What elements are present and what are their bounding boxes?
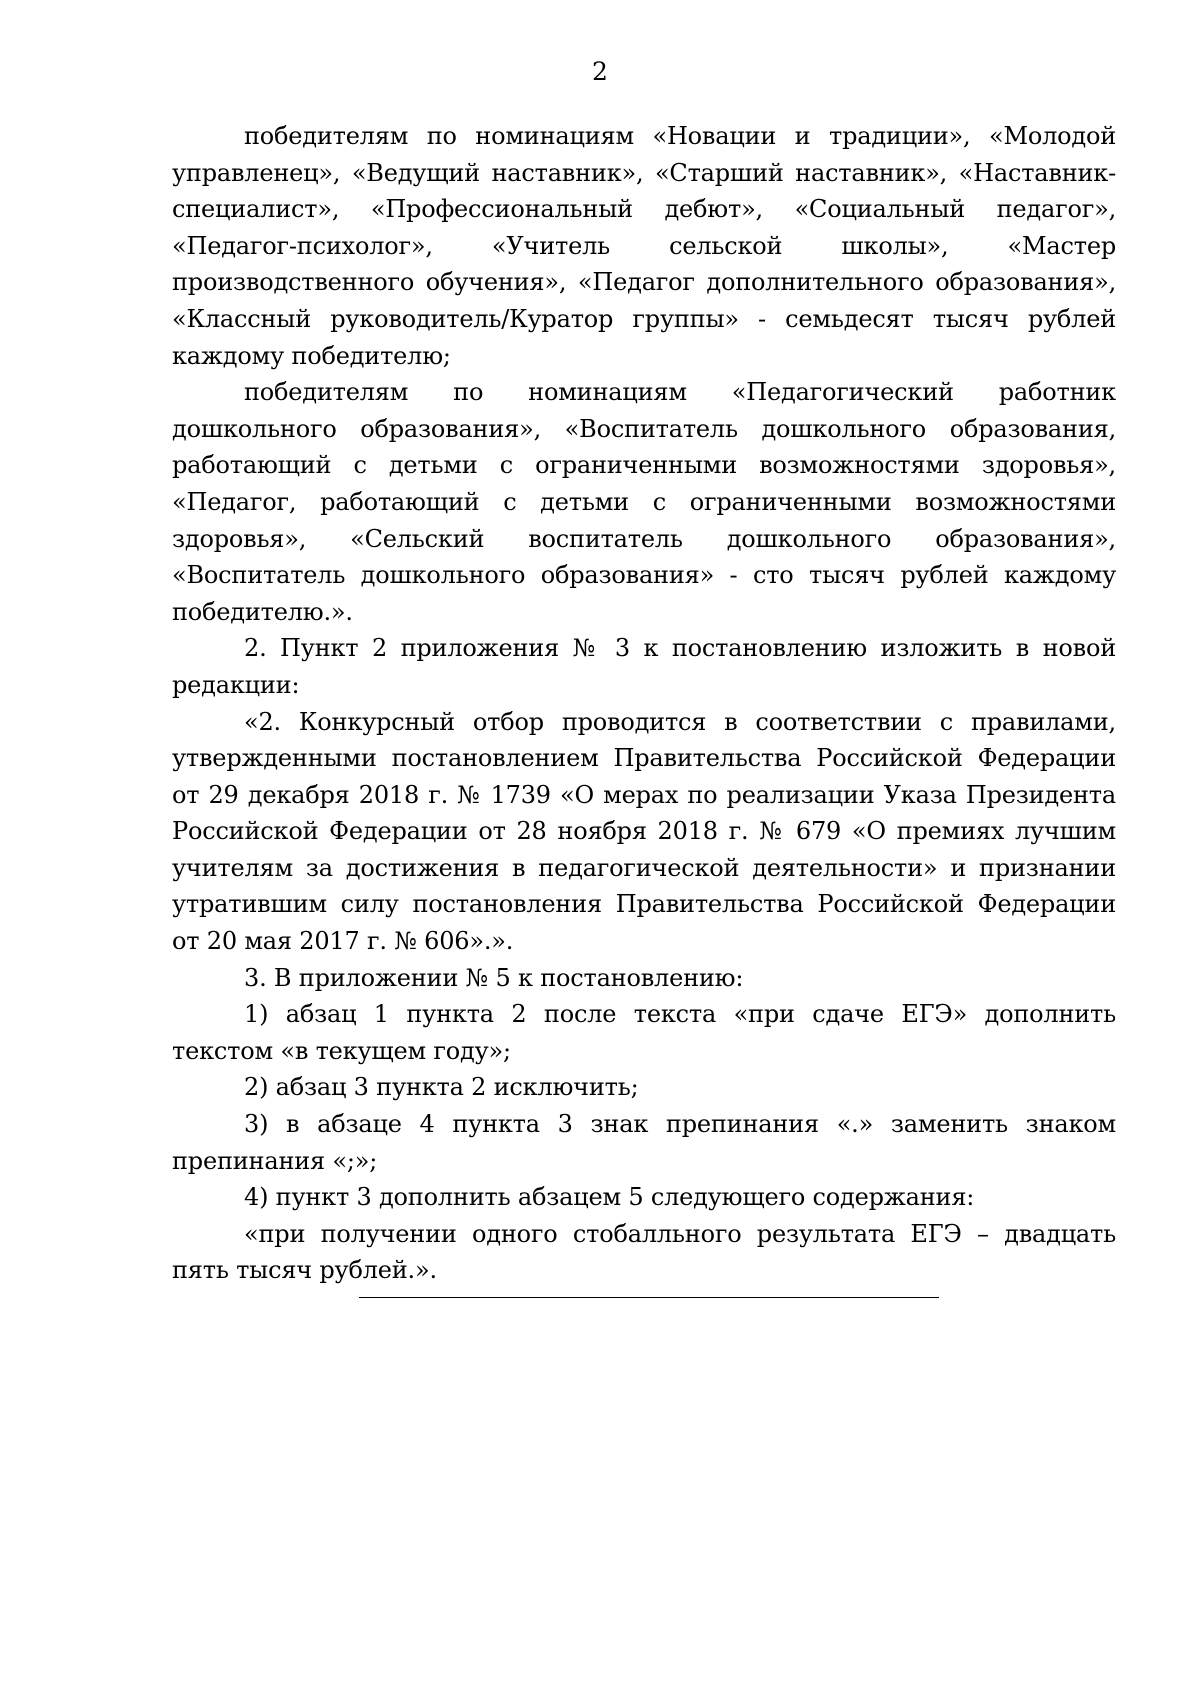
paragraph-item-2-text: «2. Конкурсный отбор проводится в соответствии с правилами, утвержденными постановлением Правительства Российской Федерации от 29 декабря 2018 г. № 1739 «О мерах по реализации Указа Президента Российской Федерации от 28 ноября 2018 г. № 679 «О премиях лучшим учителям за достижения в педагогической деятельности» и признании утратившим силу постановления Правительства Российской Федерации от 20 мая 2017 г. № 606».».: [172, 707, 1116, 956]
paragraph-subitem-2: 2) абзац 3 пункта 2 исключить;: [244, 1073, 639, 1102]
paragraph-nominations-100k: победителям по номинациям «Педагогический работник дошкольного образования», «Воспитатель дошкольного образования, работающий с детьми с ограниченными возможностями здоровья», «Педагог, работающий с детьми с ограниченными возможностями здоровья», «Сельский воспитатель дошкольного образования», «Воспитатель дошкольного образования» - сто тысяч рублей каждому победителю.».: [172, 378, 1116, 626]
paragraph-subitem-1: 1) абзац 1 пункта 2 после текста «при сдаче ЕГЭ» дополнить текстом «в текущем году»;: [172, 1000, 1116, 1065]
paragraph-subitem-4-text: «при получении одного стобалльного результата ЕГЭ – двадцать пять тысяч рублей.».: [172, 1219, 1116, 1285]
paragraph-subitem-3: 3) в абзаце 4 пункта 3 знак препинания «.» заменить знаком препинания «;»;: [172, 1110, 1116, 1175]
paragraph-item-2: 2. Пункт 2 приложения № 3 к постановлению изложить в новой редакции:: [172, 634, 1116, 699]
end-separator-line: [359, 1297, 939, 1298]
paragraph-item-3: 3. В приложении № 5 к постановлению:: [244, 963, 744, 992]
page-number: 2: [592, 57, 608, 86]
paragraph-nominations-70k: победителям по номинациям «Новации и традиции», «Молодой управленец», «Ведущий наставник», «Старший наставник», «Наставник-специалист», «Профессиональный дебют», «Социальный педагог», «Педагог-психолог», «Учитель сельской школы», «Мастер производственного обучения», «Педагог дополнительного образования», «Классный руководитель/Куратор группы» - семьдесят тысяч рублей каждому победителю;: [172, 122, 1116, 370]
paragraph-subitem-4: 4) пункт 3 дополнить абзацем 5 следующего содержания:: [244, 1183, 975, 1212]
document-body: [172, 118, 1116, 1289]
